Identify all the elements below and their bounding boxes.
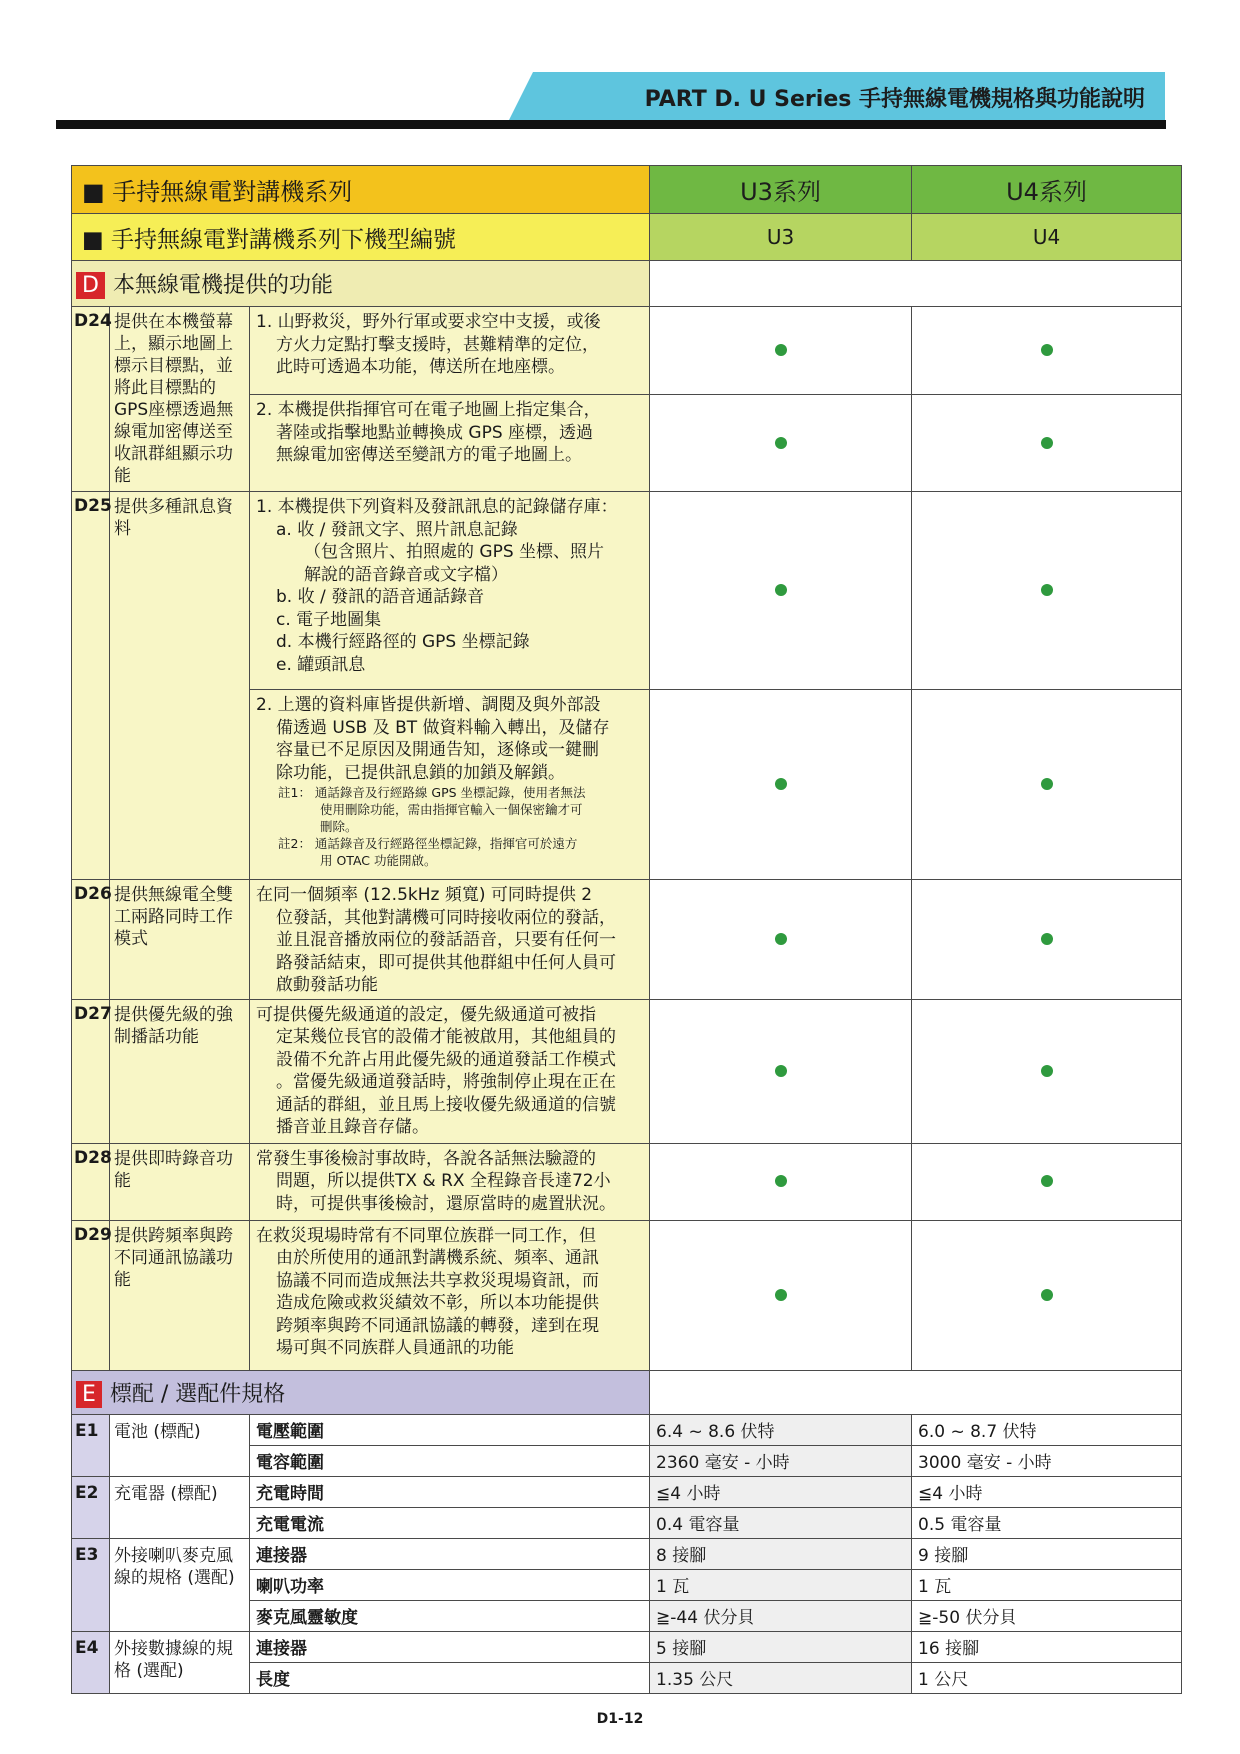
section-d-badge: D xyxy=(76,272,105,299)
u4-spec-value: 3000 毫安 - 小時 xyxy=(912,1445,1182,1476)
feature-description xyxy=(250,307,650,395)
description-line: 方火力定點打擊支援時，甚難精準的定位， xyxy=(276,334,599,355)
u4-support-cell xyxy=(912,880,1182,1000)
u4-model-header: U4 xyxy=(912,214,1182,261)
u3-spec-value: 5 接腳 xyxy=(650,1631,912,1662)
accessory-id: E2 xyxy=(72,1476,110,1538)
feature-name: 提供即時錄音功能 xyxy=(110,1143,250,1220)
feature-id: D25 xyxy=(72,492,110,880)
description-line: 定某幾位長官的設備才能被啟用，其他組員的 xyxy=(276,1027,616,1047)
description-note: 用 OTAC 功能開啟。 xyxy=(320,853,437,868)
description-line: 時，可提供事後檢討，還原當時的處置狀況。 xyxy=(276,1193,616,1214)
description-note: 刪除。 xyxy=(320,819,358,834)
u3-spec-value: 6.4 ~ 8.6 伏特 xyxy=(650,1414,912,1445)
u4-support-cell xyxy=(912,1143,1182,1220)
description-line: 啟動發話功能 xyxy=(276,975,378,995)
section-e-header xyxy=(72,1370,650,1414)
u3-model-header: U3 xyxy=(650,214,912,261)
spec-parameter: 麥克風靈敏度 xyxy=(250,1600,650,1631)
support-dot-icon xyxy=(1041,1175,1053,1187)
u3-support-cell xyxy=(650,1143,912,1220)
description-line: 在救災現場時常有不同單位族群一同工作，但 xyxy=(256,1225,596,1246)
support-dot-icon xyxy=(775,1065,787,1077)
u4-support-cell xyxy=(912,307,1182,395)
u3-support-cell xyxy=(650,307,912,395)
description-line: 跨頻率與跨不同通訊協議的轉發，達到在現 xyxy=(276,1315,599,1336)
support-dot-icon xyxy=(1041,437,1053,449)
u3-spec-value: 1 瓦 xyxy=(650,1569,912,1600)
page-number: D1-12 xyxy=(596,1711,644,1727)
description-line: 容量已不足原因及開通告知，逐條或一鍵刪 xyxy=(276,740,599,760)
description-line: 1. 本機提供下列資料及發訊訊息的記錄儲存庫： xyxy=(256,497,618,517)
description-note: 使用刪除功能，需由指揮官輸入一個保密鑰才可 xyxy=(320,802,583,817)
accessory-name: 充電器 (標配) xyxy=(110,1476,250,1538)
u3-support-cell xyxy=(650,690,912,880)
section-e-badge: E xyxy=(76,1381,102,1408)
spec-parameter: 喇叭功率 xyxy=(250,1569,650,1600)
feature-name: 提供跨頻率與跨不同通訊協議功能 xyxy=(110,1220,250,1370)
feature-id: D26 xyxy=(72,880,110,1000)
u3-support-cell xyxy=(650,999,912,1143)
description-line: 路發話結束，即可提供其他群組中任何人員可 xyxy=(276,952,616,973)
description-line: 著陸或指擊地點並轉換成 GPS 座標，透過 xyxy=(276,422,594,443)
feature-description xyxy=(250,1143,650,1220)
support-dot-icon xyxy=(1041,933,1053,945)
description-line: 解說的語音錄音或文字檔） xyxy=(304,564,508,585)
description-line: c. 電子地圖集 xyxy=(276,609,382,630)
feature-id: D28 xyxy=(72,1143,110,1220)
u3-support-cell xyxy=(650,880,912,1000)
feature-description xyxy=(250,690,650,880)
description-line: 2. 上選的資料庫皆提供新增、調閱及與外部設 xyxy=(256,695,601,715)
feature-id: D24 xyxy=(72,307,110,492)
feature-description xyxy=(250,492,650,690)
feature-name: 提供優先級的強制播話功能 xyxy=(110,999,250,1143)
description-line: 位發話，其他對講機可同時接收兩位的發話， xyxy=(276,907,616,928)
description-line: 播音並且錄音存儲。 xyxy=(276,1117,429,1137)
feature-description xyxy=(250,880,650,1000)
feature-name: 提供在本機螢幕上，顯示地圖上標示目標點，並將此目標點的GPS座標透過無線電加密傳送至收訊群組顯示功能 xyxy=(110,307,250,492)
u3-support-cell xyxy=(650,395,912,492)
feature-name: 提供無線電全雙工兩路同時工作模式 xyxy=(110,880,250,1000)
feature-id: D29 xyxy=(72,1220,110,1370)
section-e-title: 標配 / 選配件規格 xyxy=(109,1381,286,1407)
description-line: 常發生事後檢討事故時，各說各話無法驗證的 xyxy=(256,1148,596,1169)
spec-table xyxy=(71,165,1182,1694)
u4-support-cell xyxy=(912,999,1182,1143)
support-dot-icon xyxy=(1041,344,1053,356)
description-line: 。當優先級通道發話時，將強制停止現在正在 xyxy=(276,1072,616,1092)
page-title: PART D. U Series 手持無線電機規格與功能說明 xyxy=(644,87,1145,112)
description-line: d. 本機行經路徑的 GPS 坐標記錄 xyxy=(276,632,530,652)
section-e-blank xyxy=(650,1370,1182,1414)
u4-support-cell xyxy=(912,690,1182,880)
description-line: 場可與不同族群人員通訊的功能 xyxy=(276,1338,514,1358)
accessory-name: 外接數據線的規格 (選配) xyxy=(110,1631,250,1693)
description-line: （包含照片、拍照處的 GPS 坐標、照片 xyxy=(304,542,605,562)
support-dot-icon xyxy=(775,344,787,356)
feature-description xyxy=(250,1220,650,1370)
description-line: 可提供優先級通道的設定，優先級通道可被指 xyxy=(256,1004,596,1025)
description-line: a. 收 / 發訊文字、照片訊息記錄 xyxy=(276,519,518,540)
u4-support-cell xyxy=(912,1220,1182,1370)
u3-spec-value: 2360 毫安 - 小時 xyxy=(650,1445,912,1476)
description-line: 1. 山野救災，野外行軍或要求空中支援，或後 xyxy=(256,312,601,332)
u4-spec-value: ≧-50 伏分貝 xyxy=(912,1600,1182,1631)
description-line: e. 罐頭訊息 xyxy=(276,654,366,675)
u3-support-cell xyxy=(650,1220,912,1370)
spec-parameter: 長度 xyxy=(250,1662,650,1693)
u3-spec-value: 8 接腳 xyxy=(650,1538,912,1569)
accessory-id: E3 xyxy=(72,1538,110,1631)
spec-parameter: 電壓範圍 xyxy=(250,1414,650,1445)
feature-id: D27 xyxy=(72,999,110,1143)
accessory-name: 外接喇叭麥克風線的規格 (選配) xyxy=(110,1538,250,1631)
description-line: 備透過 USB 及 BT 做資料輸入轉出，及儲存 xyxy=(276,717,610,738)
feature-name: 提供多種訊息資料 xyxy=(110,492,250,880)
description-line: 此時可透過本功能，傳送所在地座標。 xyxy=(276,357,565,377)
section-d-header xyxy=(72,261,650,307)
support-dot-icon xyxy=(1041,584,1053,596)
description-line: 並且混音播放兩位的發話語音，只要有任何一 xyxy=(276,930,616,950)
description-line: 協議不同而造成無法共享救災現場資訊，而 xyxy=(276,1270,599,1291)
u4-spec-value: 6.0 ~ 8.7 伏特 xyxy=(912,1414,1182,1445)
u4-spec-value: 1 瓦 xyxy=(912,1569,1182,1600)
support-dot-icon xyxy=(775,584,787,596)
u3-spec-value: 0.4 電容量 xyxy=(650,1507,912,1538)
description-note: 註1： 通話錄音及行經路線 GPS 坐標記錄，使用者無法 xyxy=(278,785,586,800)
u3-series-header: U3系列 xyxy=(650,166,912,214)
spec-parameter: 連接器 xyxy=(250,1538,650,1569)
support-dot-icon xyxy=(1041,1289,1053,1301)
support-dot-icon xyxy=(775,1289,787,1301)
u4-support-cell xyxy=(912,395,1182,492)
u4-spec-value: 9 接腳 xyxy=(912,1538,1182,1569)
u3-support-cell xyxy=(650,492,912,690)
description-line: 通話的群組，並且馬上接收優先級通道的信號 xyxy=(276,1094,616,1115)
u3-spec-value: ≧-44 伏分貝 xyxy=(650,1600,912,1631)
spec-parameter: 電容範圍 xyxy=(250,1445,650,1476)
support-dot-icon xyxy=(1041,1065,1053,1077)
support-dot-icon xyxy=(1041,778,1053,790)
description-line: 無線電加密傳送至變訊方的電子地圖上。 xyxy=(276,445,582,466)
u4-support-cell xyxy=(912,492,1182,690)
description-line: 除功能，已提供訊息鎖的加鎖及解鎖。 xyxy=(276,762,565,783)
description-line: 造成危險或救災績效不彰，所以本功能提供 xyxy=(276,1293,599,1313)
u4-series-header: U4系列 xyxy=(912,166,1182,214)
model-label: ■ 手持無線電對講機系列下機型編號 xyxy=(72,214,650,261)
u3-spec-value: ≦4 小時 xyxy=(650,1476,912,1507)
description-line: 由於所使用的通訊對講機系統、頻率、通訊 xyxy=(276,1248,599,1268)
section-d-title: 本無線電機提供的功能 xyxy=(112,273,333,298)
description-line: 設備不允許占用此優先級的通道發話工作模式 xyxy=(276,1049,616,1070)
description-note: 註2： 通話錄音及行經路徑坐標記錄，指揮官可於遠方 xyxy=(278,836,578,851)
description-line: 問題，所以提供TX & RX 全程錄音長達72小 xyxy=(276,1171,611,1191)
support-dot-icon xyxy=(775,437,787,449)
u4-spec-value: ≦4 小時 xyxy=(912,1476,1182,1507)
u4-spec-value: 16 接腳 xyxy=(912,1631,1182,1662)
accessory-id: E4 xyxy=(72,1631,110,1693)
spec-parameter: 充電電流 xyxy=(250,1507,650,1538)
u3-spec-value: 1.35 公尺 xyxy=(650,1662,912,1693)
header-divider xyxy=(56,120,1166,129)
support-dot-icon xyxy=(775,1175,787,1187)
spec-parameter: 充電時間 xyxy=(250,1476,650,1507)
description-line: b. 收 / 發訊的語音通話錄音 xyxy=(276,587,485,607)
section-d-blank xyxy=(650,261,1182,307)
description-line: 在同一個頻率 (12.5kHz 頻寬) 可同時提供 2 xyxy=(256,885,593,905)
support-dot-icon xyxy=(775,778,787,790)
accessory-name: 電池 (標配) xyxy=(110,1414,250,1476)
feature-description xyxy=(250,999,650,1143)
spec-parameter: 連接器 xyxy=(250,1631,650,1662)
feature-description xyxy=(250,395,650,492)
series-label: ■ 手持無線電對講機系列 xyxy=(72,166,650,214)
u4-spec-value: 1 公尺 xyxy=(912,1662,1182,1693)
description-line: 2. 本機提供指揮官可在電子地圖上指定集合， xyxy=(256,400,601,421)
u4-spec-value: 0.5 電容量 xyxy=(912,1507,1182,1538)
accessory-id: E1 xyxy=(72,1414,110,1476)
support-dot-icon xyxy=(775,933,787,945)
